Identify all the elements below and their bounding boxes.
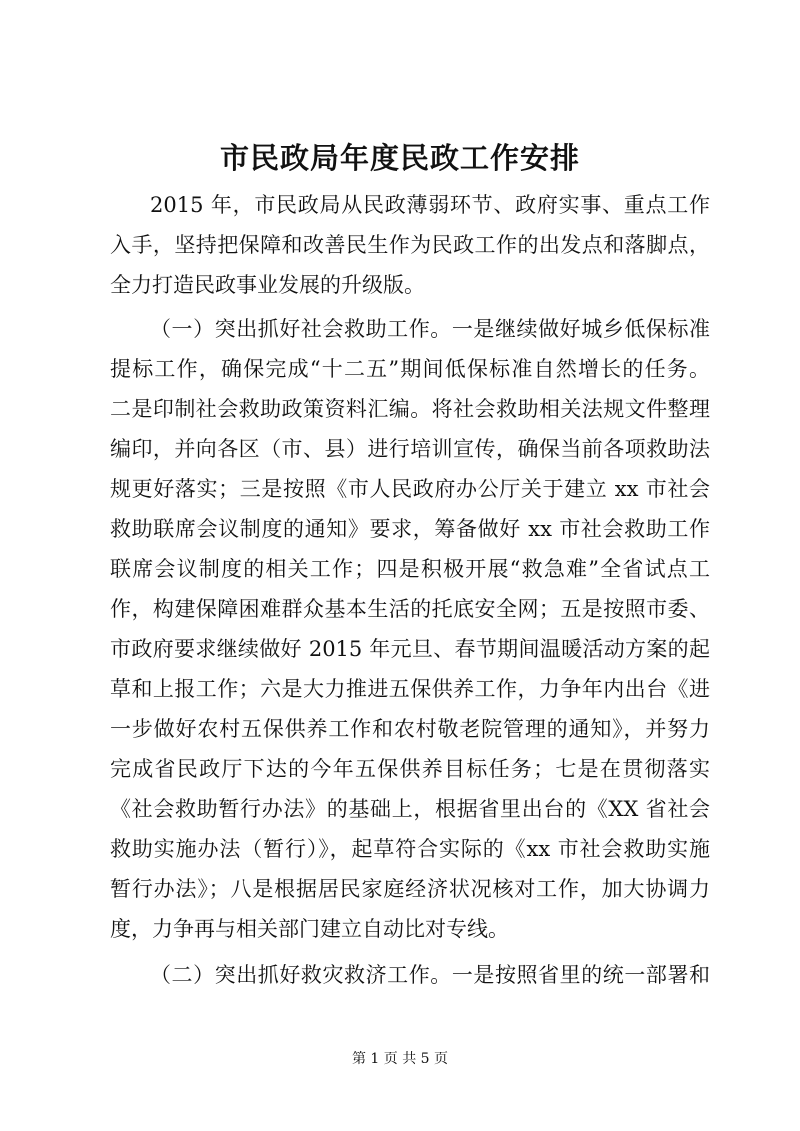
body-line-12: 市政府要求继续做好 2015 年元旦、春节期间温暖活动方案的起 (110, 637, 710, 661)
body-line-6: 二是印制社会救助政策资料汇编。将社会救助相关法规文件整理 (110, 397, 710, 421)
body-line-13: 草和上报工作；六是大力推进五保供养工作，力争年内出台《进 (110, 677, 710, 701)
body-line-14: 一步做好农村五保供养工作和农村敬老院管理的通知》，并努力 (110, 717, 710, 741)
body-line-15: 完成省民政厅下达的今年五保供养目标任务；七是在贯彻落实 (110, 757, 710, 781)
body-line-19: 度，力争再与相关部门建立自动比对专线。 (110, 917, 509, 941)
body-line-5: 提标工作，确保完成“十二五”期间低保标准自然增长的任务。 (110, 357, 710, 381)
body-line-2: 入手，坚持把保障和改善民生作为民政工作的出发点和落脚点， (110, 233, 710, 257)
body-line-9: 救助联席会议制度的通知》要求，筹备做好 xx 市社会救助工作 (110, 517, 710, 541)
body-line-7: 编印，并向各区（市、县）进行培训宣传，确保当前各项救助法 (110, 437, 710, 461)
page-number: 第 1 页 共 5 页 (351, 1051, 449, 1067)
body-line-8: 规更好落实；三是按照《市人民政府办公厅关于建立 xx 市社会 (110, 477, 710, 501)
body-line-4: （一）突出抓好社会救助工作。一是继续做好城乡低保标准 (150, 317, 710, 341)
body-line-3: 全力打造民政事业发展的升级版。 (110, 273, 425, 297)
body-line-16: 《社会救助暂行办法》的基础上，根据省里出台的《XX 省社会 (110, 797, 710, 821)
body-line-10: 联席会议制度的相关工作；四是积极开展“救急难”全省试点工 (110, 557, 710, 581)
body-line-17: 救助实施办法（暂行）》，起草符合实际的《xx 市社会救助实施 (110, 837, 710, 861)
body-line-1: 2015 年，市民政局从民政薄弱环节、政府实事、重点工作 (150, 193, 710, 217)
document-title: 市民政局年度民政工作安排 (219, 141, 580, 175)
body-line-18: 暂行办法》；八是根据居民家庭经济状况核对工作，加大协调力 (110, 877, 710, 901)
body-line-11: 作，构建保障困难群众基本生活的托底安全网；五是按照市委、 (110, 597, 710, 621)
body-line-20: （二）突出抓好救灾救济工作。一是按照省里的统一部署和 (150, 963, 710, 987)
